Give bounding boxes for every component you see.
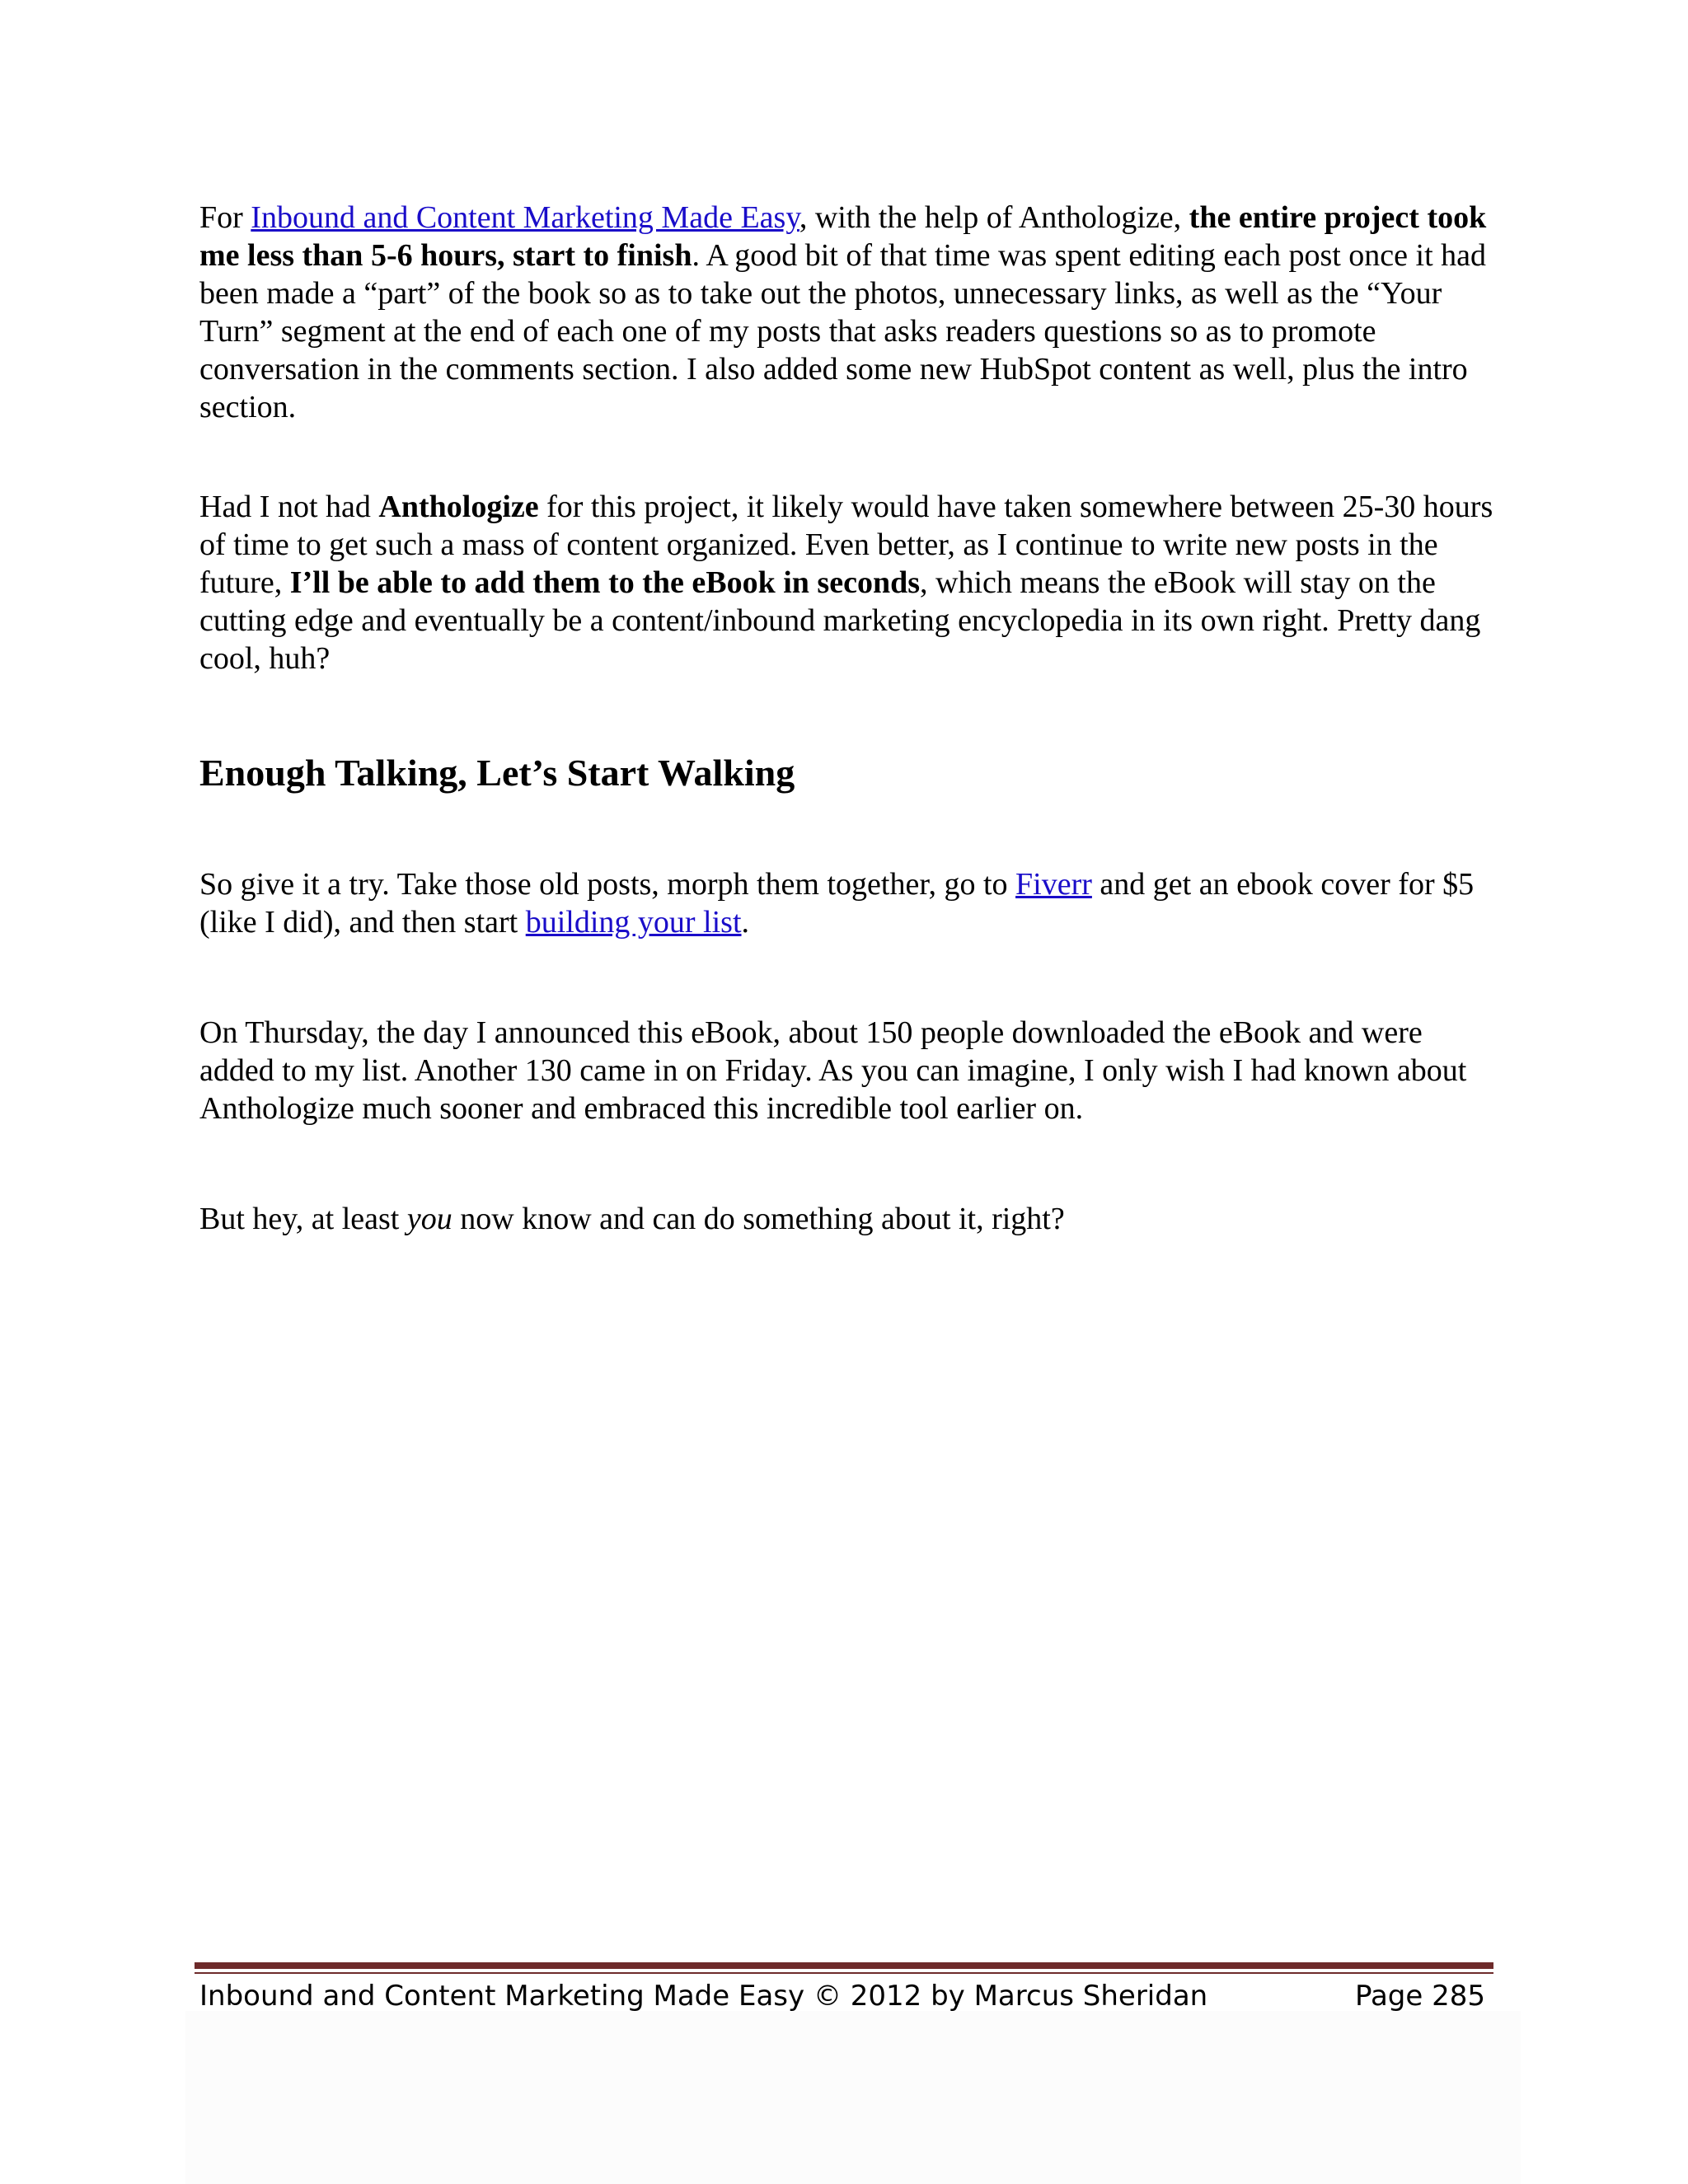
footer-rule-thick <box>195 1962 1493 1969</box>
paragraph-anthologize-benefit <box>199 488 1502 677</box>
p2-bold-seconds: I’ll be able to add them to the eBook in seconds <box>289 565 921 600</box>
p2-bold-anthologize: Anthologize <box>378 490 539 524</box>
page-bottom-shade <box>185 2011 1521 2184</box>
p2-middle: for this project, it likely would have taken somewhere between 25-30 hours of time to get such a mass of content organized. Even better, as I continue to write new posts in the future, <box>199 490 1493 600</box>
footer-rule-thin <box>195 1972 1493 1974</box>
paragraph-give-it-a-try <box>199 865 1502 941</box>
p5-italic-you: you <box>406 1202 452 1236</box>
p5-prefix: But hey, at least <box>199 1202 407 1236</box>
building-your-list-link[interactable]: building your list <box>525 905 742 940</box>
inbound-book-link[interactable]: Inbound and Content Marketing Made Easy <box>251 200 799 235</box>
p1-bold: the entire project took me less than 5-6 hours, start to finish <box>199 200 1487 273</box>
fiverr-link[interactable]: Fiverr <box>1015 867 1092 902</box>
page-number: Page 285 <box>1354 1980 1485 2013</box>
section-heading: Enough Talking, Let’s Start Walking <box>199 752 795 794</box>
p1-prefix: For <box>199 200 251 235</box>
p3-suffix: . <box>741 905 750 940</box>
p2-prefix: Had I not had <box>199 490 379 524</box>
p1-suffix: . A good bit of that time was spent editing each post once it had been made a “part” of the book so as to take out the photos, unnecessary links, as well as the “Your Turn” segment at the end of each one of my posts that asks readers questions so as to promote conversation in the comments section. I also added some new HubSpot content as well, plus the intro section. <box>199 238 1487 424</box>
paragraph-project-time <box>199 199 1502 426</box>
p3-prefix: So give it a try. Take those old posts, morph them together, go to <box>199 867 1016 902</box>
paragraph-download-stats: On Thursday, the day I announced this eBook, about 150 people downloaded the eBook and were added to my list. Another 130 came in on Friday. As you can imagine, I only wish I had known about Anthologize much sooner and embraced this incredible tool earlier on. <box>199 1015 1467 1126</box>
footer-copyright: Inbound and Content Marketing Made Easy © 2012 by Marcus Sheridan <box>199 1980 1208 2013</box>
p2-suffix: , which means the eBook will stay on the cutting edge and eventually be a content/inbound marketing encyclopedia in its own right. Pretty dang cool, huh? <box>199 565 1481 676</box>
p5-suffix: now know and can do something about it, right? <box>452 1202 1065 1236</box>
p3-middle: and get an ebook cover for $5 (like I did), and then start <box>199 867 1475 940</box>
p1-middle: , with the help of Anthologize, <box>799 200 1189 235</box>
paragraph-closing <box>199 1200 1502 1238</box>
